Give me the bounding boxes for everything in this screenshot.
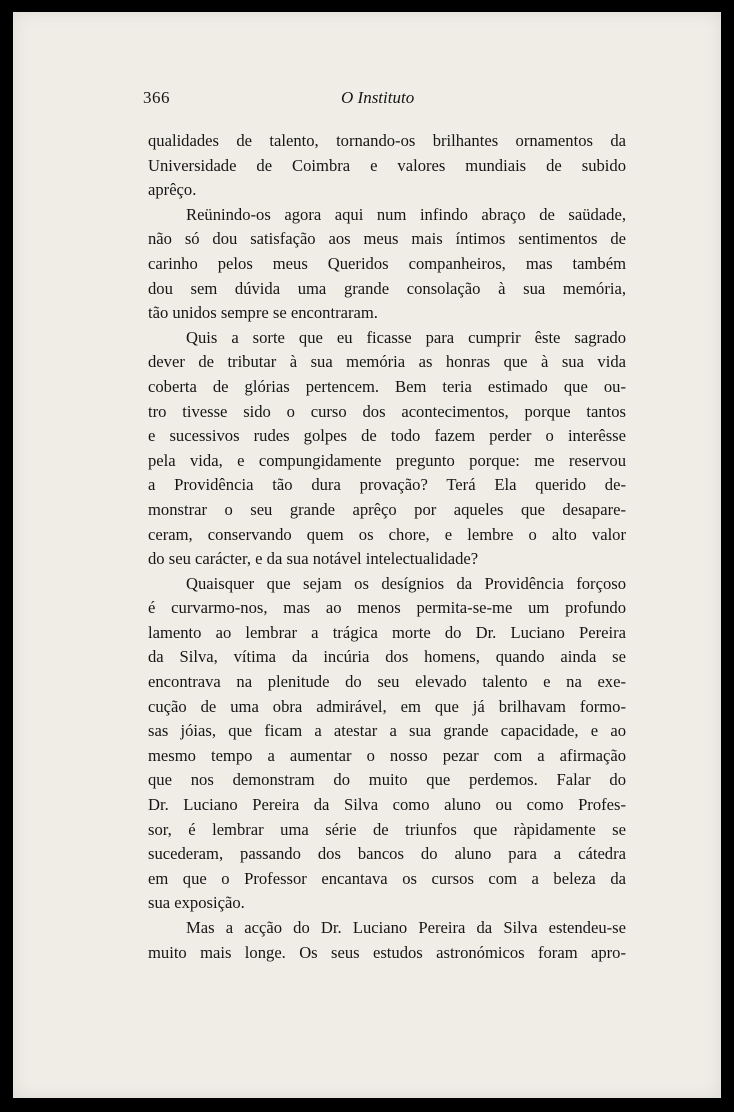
text-line: dever de tributar à sua memória as honras que à sua vida (148, 352, 626, 372)
text-line: sas jóias, que ficam a atestar a sua grande capacidade, e ao (148, 721, 626, 741)
paragraph (148, 572, 626, 916)
text-line: pela vida, e compungidamente pregunto porque: me reservou (148, 450, 626, 470)
page-number: 366 (143, 88, 170, 107)
body-text (148, 129, 626, 965)
text-line: não só dou satisfação aos meus mais íntimos sentimentos de (148, 229, 626, 249)
paragraph (148, 916, 626, 965)
paragraph (148, 129, 626, 203)
text-line: ceram, conservando quem os chore, e lembre o alto valor (148, 524, 626, 544)
text-line: carinho pelos meus Queridos companheiros, mas também (148, 253, 626, 273)
text-line: Quis a sorte que eu ficasse para cumprir êste sagrado (186, 327, 626, 347)
text-line: Reünindo-os agora aqui num infindo abraço de saüdade, (186, 204, 626, 224)
text-line: monstrar o seu grande aprêço por aqueles que desapare- (148, 499, 626, 519)
text-line: sor, é lembrar uma série de triunfos que ràpidamente se (148, 819, 626, 839)
text-line: Dr. Luciano Pereira da Silva como aluno ou como Profes- (148, 795, 626, 815)
text-line: Mas a acção do Dr. Luciano Pereira da Silva estendeu-se (186, 918, 626, 937)
text-line: aprêço. (148, 180, 197, 200)
page-header (13, 88, 721, 112)
text-line: do seu carácter, e da sua notável intelectualidade? (148, 549, 479, 569)
text-line: qualidades de talento, tornando-os brilhantes ornamentos da (148, 131, 626, 150)
text-line: e sucessivos rudes golpes de todo fazem perder o interêsse (148, 426, 626, 446)
text-line: lamento ao lembrar a trágica morte do Dr. Luciano Pereira (148, 622, 626, 642)
text-line: que nos demonstram do muito que perdemos. Falar do (148, 770, 626, 790)
text-line: Quaisquer que sejam os desígnios da Providência forçoso (186, 573, 626, 593)
paragraph (148, 326, 626, 572)
document-page (13, 12, 721, 1098)
text-line: a Providência tão dura provação? Terá Ela querido de- (148, 475, 626, 495)
running-title: O Instituto (341, 88, 415, 107)
text-line: sua exposição. (148, 893, 245, 913)
text-line: Universidade de Coimbra e valores mundiais de subido (148, 155, 626, 175)
text-line: tro tivesse sido o curso dos acontecimentos, porque tantos (148, 401, 626, 421)
text-line: da Silva, vítima da incúria dos homens, quando ainda se (148, 647, 626, 667)
text-line: é curvarmo-nos, mas ao menos permita-se-me um profundo (148, 598, 626, 618)
text-line: mesmo tempo a aumentar o nosso pezar com a afirmação (148, 745, 626, 765)
text-line: encontrava na plenitude do seu elevado talento e na exe- (148, 672, 626, 692)
text-line: dou sem dúvida uma grande consolação à sua memória, (148, 278, 626, 298)
text-line: muito mais longe. Os seus estudos astronómicos foram apro- (148, 942, 626, 962)
text-line: cução de uma obra admirável, em que já brilhavam formo- (148, 696, 626, 716)
text-line: em que o Professor encantava os cursos com a beleza da (148, 868, 626, 888)
text-line: sucederam, passando dos bancos do aluno para a cátedra (148, 844, 626, 864)
text-line: coberta de glórias pertencem. Bem teria estimado que ou- (148, 376, 626, 396)
paragraph (148, 203, 626, 326)
text-line: tão unidos sempre se encontraram. (148, 303, 378, 323)
